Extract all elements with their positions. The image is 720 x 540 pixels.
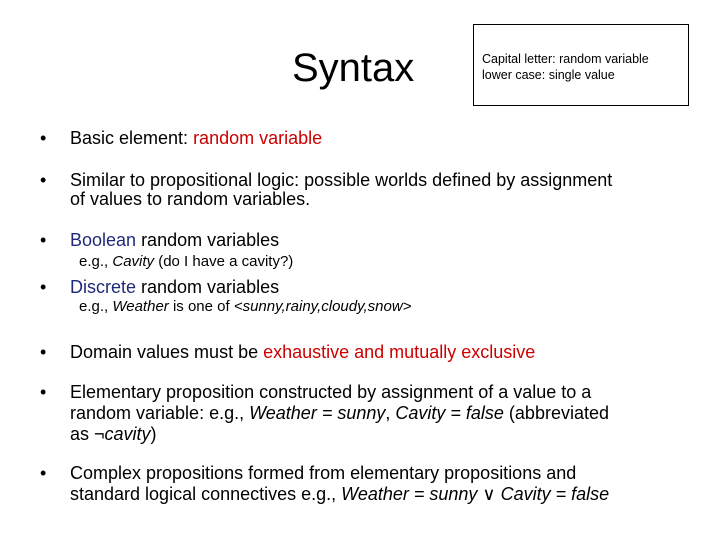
bullet-text: Domain values must be <box>70 342 264 362</box>
sub-text: e.g., <box>79 298 113 315</box>
bullet-marker: • <box>40 382 47 402</box>
variable-weather: Weather <box>112 298 169 315</box>
weather-values: <sunny,rainy,cloudy,snow> <box>233 298 412 315</box>
note-line-1: Capital letter: random variable <box>482 52 649 66</box>
bullet-line: Elementary proposition constructed by assignment of a value to a <box>70 382 592 402</box>
bullet-line: of values to random variables. <box>70 189 311 209</box>
or-symbol: ∨ <box>477 484 501 504</box>
sub-text: e.g., <box>79 253 113 270</box>
highlight-discrete: Discrete <box>70 277 137 297</box>
highlight-exhaustive: exhaustive and mutually exclusive <box>263 342 536 362</box>
bullet-text: Basic element: <box>70 128 194 148</box>
bullet-text: standard logical connectives e.g., <box>70 484 342 504</box>
sub-example-cavity <box>79 253 293 271</box>
bullet-line <box>70 423 609 445</box>
bullet-text: , <box>385 403 396 423</box>
sub-text: is one of <box>168 298 234 315</box>
bullet-text: as <box>70 424 95 444</box>
sub-text: (do I have a cavity?) <box>154 253 294 270</box>
bullet-text: random variables <box>136 277 280 297</box>
bullet-text: ) <box>150 424 157 444</box>
bullet-marker: • <box>40 230 47 250</box>
notation-note-box <box>473 24 689 106</box>
note-line-2: lower case: single value <box>482 68 615 82</box>
bullet-marker: • <box>40 277 47 297</box>
bullet-marker: • <box>40 170 47 190</box>
bullet-line <box>70 402 609 424</box>
expr-weather-sunny: Weather = sunny <box>249 403 386 423</box>
bullet-marker: • <box>40 342 47 362</box>
expr-cavity-false: Cavity = false <box>395 403 504 423</box>
bullet-text: random variables <box>136 230 280 250</box>
bullet-line: Similar to propositional logic: possible worlds defined by assignment <box>70 170 613 190</box>
variable-cavity: Cavity <box>112 253 155 270</box>
bullet-line: Complex propositions formed from elementary propositions and <box>70 463 577 483</box>
bullet-line <box>70 483 609 505</box>
bullet-text: random variable: e.g., <box>70 403 250 423</box>
expr-weather-sunny: Weather = sunny <box>341 484 478 504</box>
slide-title: Syntax <box>292 46 415 90</box>
bullet-marker: • <box>40 463 47 483</box>
sub-example-weather <box>79 298 411 316</box>
highlight-boolean: Boolean <box>70 230 137 250</box>
bullet-text: (abbreviated <box>503 403 609 423</box>
not-symbol: ¬ <box>94 424 105 444</box>
expr-not-cavity: cavity <box>104 424 151 444</box>
bullet-marker: • <box>40 128 47 148</box>
expr-cavity-false: Cavity = false <box>500 484 610 504</box>
highlight-random-variable: random variable <box>193 128 323 148</box>
